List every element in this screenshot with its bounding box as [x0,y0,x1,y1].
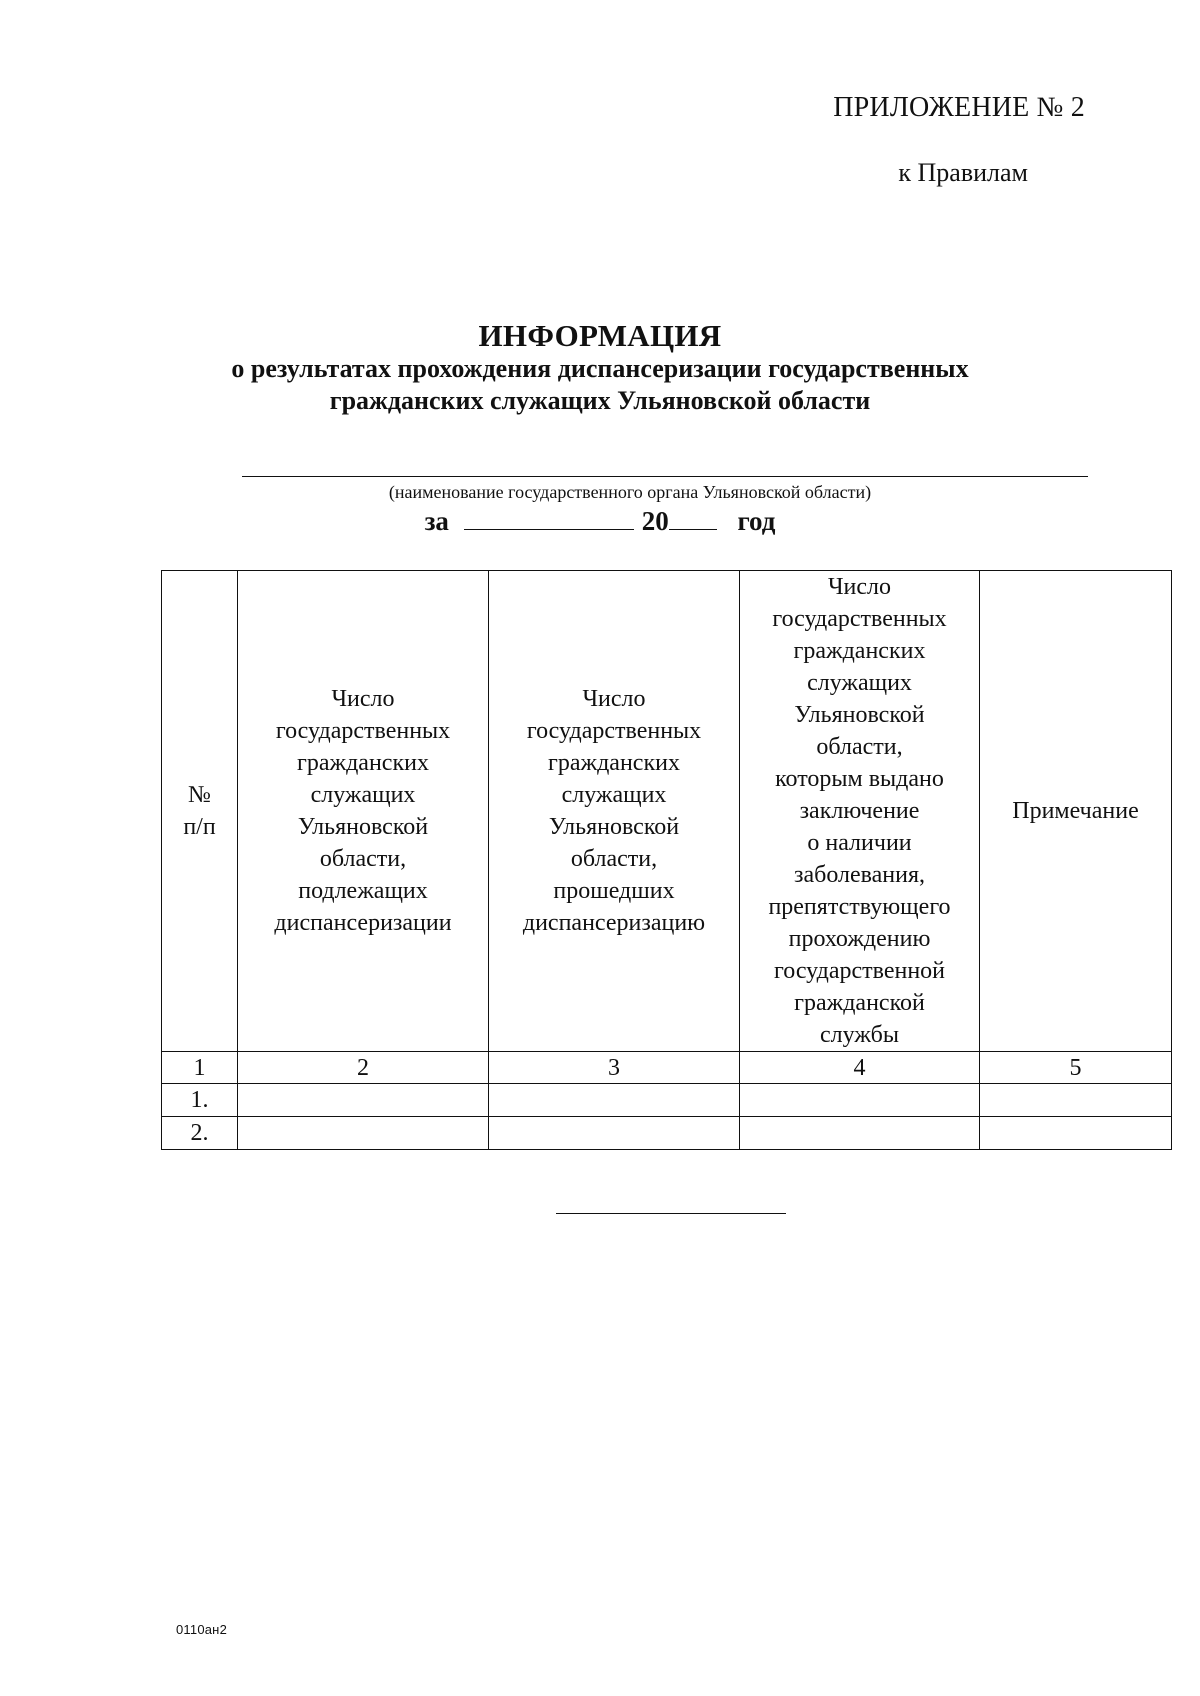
header-cell [489,571,740,1052]
header-cell-line: прошедших [553,878,675,904]
cell-conclusion-count [740,1117,980,1150]
column-number: 4 [740,1052,980,1084]
header-cell-line: Ульяновской [297,814,429,840]
header-cell-line: заболевания, [793,862,926,888]
document-subtitle-line-1: о результатах прохождения диспансеризации государственных [231,354,969,383]
header-cell-line: службы [820,1022,899,1048]
header-cell-line: № [188,782,211,808]
cell-passed-count [489,1117,740,1150]
header-cell-line: служащих [310,782,416,808]
header-cell-line: области, [570,846,658,872]
header-cell-line: гражданских [793,638,926,664]
header-cell-line: диспансеризации [274,910,452,936]
header-cell-line: Ульяновской [794,702,925,728]
header-cell [162,571,238,1052]
header-cell-line: гражданских [297,750,429,776]
appendix-title: ПРИЛОЖЕНИЕ № 2 [833,92,1085,123]
header-cell-line: области, [319,846,407,872]
column-number: 2 [238,1052,489,1084]
header-cell-line: которым выдано [775,766,944,792]
document-subtitle-line-2: гражданских служащих Ульяновской области [329,386,871,415]
table-row [162,1084,1172,1117]
row-number: 1. [162,1084,238,1117]
column-number: 3 [489,1052,740,1084]
header-cell-line: Число [331,686,395,712]
header-cell-line: п/п [183,814,216,840]
header-cell-line: Ульяновской [548,814,680,840]
document-title: ИНФОРМАЦИЯ [478,318,722,353]
cell-conclusion-count [740,1084,980,1117]
header-cell-line: Число [827,574,892,600]
period-year-prefix: 20 [641,506,669,536]
cell-note [980,1117,1172,1150]
header-cell-line: государственной [773,958,946,984]
header-cell-line: подлежащих [298,878,428,904]
cell-subject-count [238,1084,489,1117]
header-cell-line: заключение [799,798,920,824]
period-prefix: за [424,506,449,536]
column-number: 1 [162,1052,238,1084]
org-name-blank-line [242,476,1088,477]
header-cell-line: служащих [561,782,667,808]
header-cell [980,571,1172,1052]
header-cell [740,571,980,1052]
header-cell-line: государственных [772,606,947,632]
header-cell-line: Число [582,686,646,712]
header-cell-line: служащих [807,670,912,696]
header-cell-line: о наличии [807,830,912,856]
cell-note [980,1084,1172,1117]
document-code: 0110ан2 [176,1622,227,1637]
header-cell-line: гражданских [548,750,680,776]
header-cell-line: прохождению [788,926,931,952]
table-header-row [162,571,1172,1052]
header-cell-line: препятствующего [768,894,951,920]
cell-passed-count [489,1084,740,1117]
header-cell-line: гражданской [794,990,925,1016]
period-blank [464,507,634,530]
column-number-row [162,1052,1172,1084]
appendix-subtitle: к Правилам [898,158,1028,187]
period-suffix: год [737,506,776,536]
column-number: 5 [980,1052,1172,1084]
header-cell-line: государственных [275,718,451,744]
header-cell-line: Примечание [1012,798,1139,824]
table-row [162,1117,1172,1150]
header-cell [238,571,489,1052]
cell-subject-count [238,1117,489,1150]
header-cell-line: диспансеризацию [522,910,706,936]
reporting-period [0,506,1200,537]
header-cell-line: государственных [526,718,702,744]
org-name-caption: (наименование государственного органа Ульяновской области) [388,482,872,502]
year-blank [669,507,717,530]
end-separator-line [556,1213,786,1214]
row-number: 2. [162,1117,238,1150]
results-table [161,570,1172,1150]
header-cell-line: области, [816,734,903,760]
